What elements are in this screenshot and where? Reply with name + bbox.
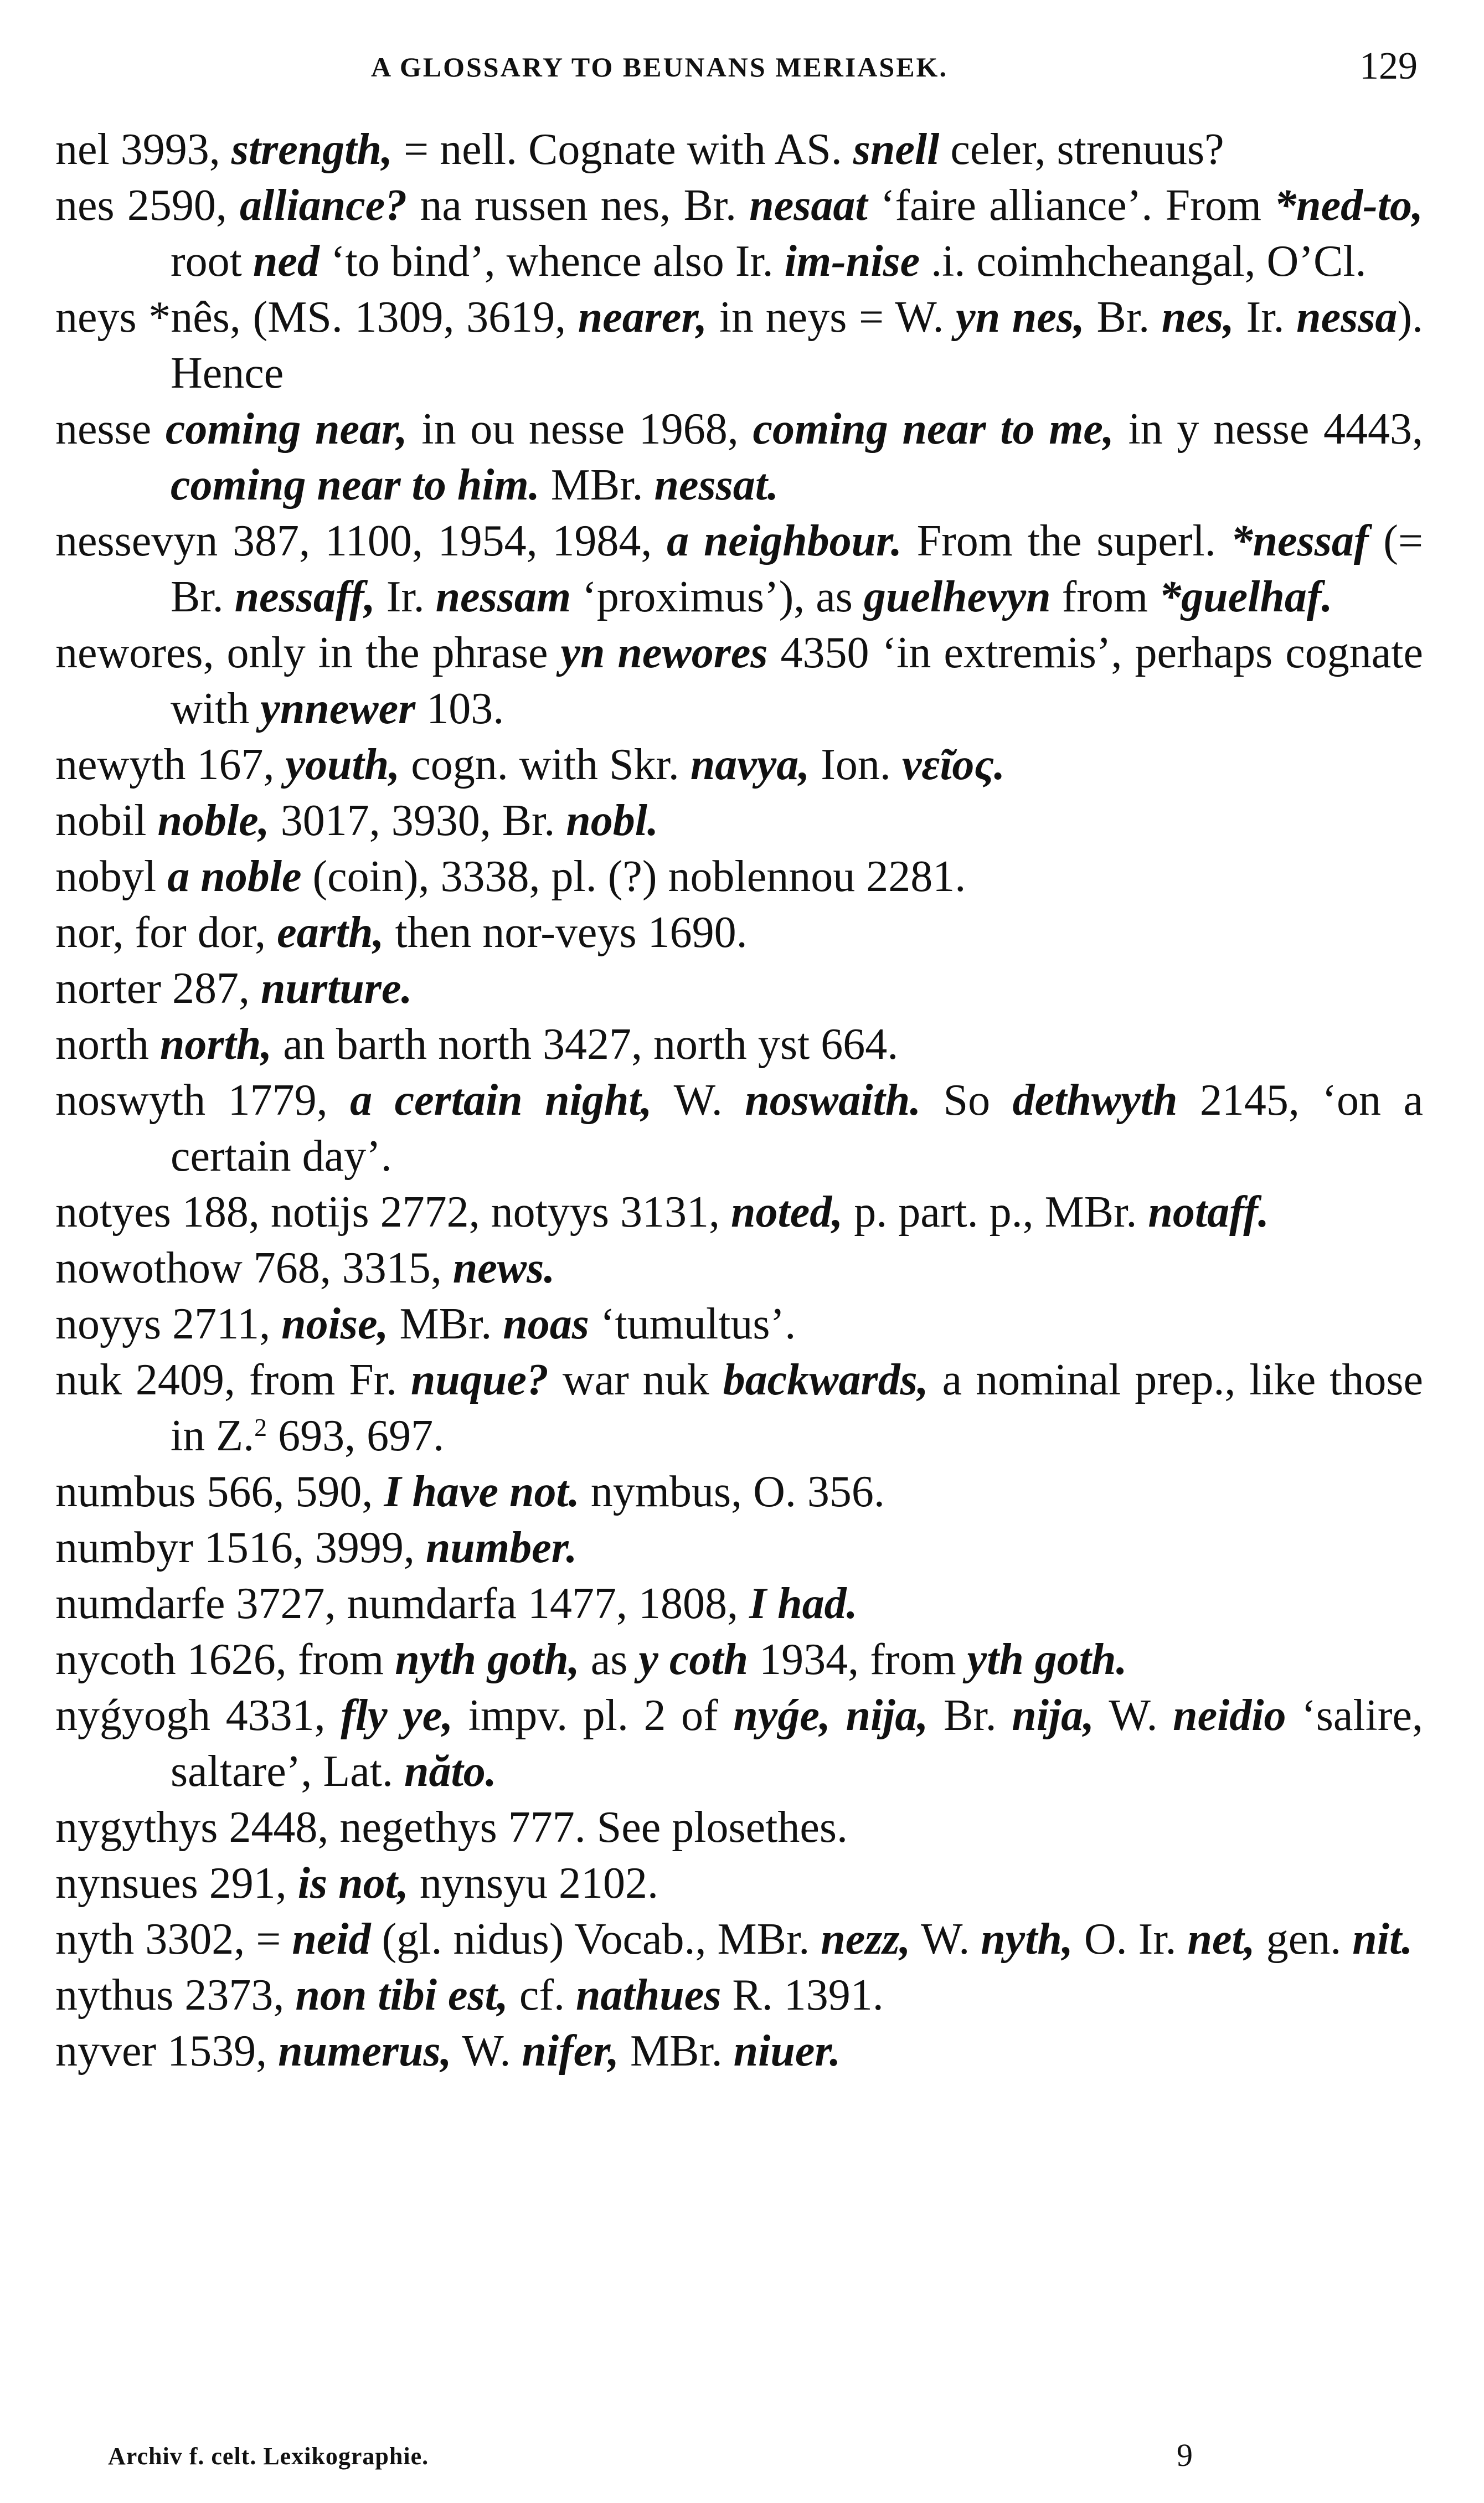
entry-text: a neighbour. (667, 517, 902, 565)
entry-text: youth, (285, 740, 400, 789)
entry-text: W. (910, 1915, 981, 1964)
entry-text: a noble (167, 852, 302, 901)
entry-text: nyth, (981, 1915, 1073, 1964)
glossary-entry (55, 1520, 1423, 1576)
entry-text: neid (292, 1915, 371, 1964)
entry-text: p. part. p., MBr. (843, 1188, 1148, 1237)
entry-text: noswaith. (745, 1076, 921, 1125)
glossary-entry (55, 1688, 1423, 1800)
entry-text: O. Ir. (1073, 1915, 1188, 1964)
glossary-entry (55, 1800, 1423, 1856)
entry-text: nesaat (749, 181, 868, 230)
entry-text: 693, 697. (267, 1412, 445, 1460)
glossary-entries (55, 122, 1423, 2079)
entry-text: Br. (1084, 293, 1162, 342)
entry-text: dethwyth (1012, 1076, 1178, 1125)
entry-text: R. 1391. (721, 1971, 884, 2020)
signature-mark: 9 (1177, 2437, 1193, 2473)
entry-text: from (1050, 573, 1160, 621)
entry-text: nessa (1296, 293, 1398, 342)
entry-text: newores, only in the phrase (55, 629, 561, 677)
entry-text: *ned-to, (1274, 181, 1424, 230)
entry-text: .i. coimhcheangal, O’Cl. (920, 237, 1367, 286)
entry-text: nyǵe, nija, (733, 1691, 929, 1740)
entry-text: notyes 188, notijs 2772, notyys 3131, (55, 1188, 731, 1237)
entry-text: is not, (297, 1859, 409, 1908)
entry-text: ‘tumultus’. (589, 1300, 796, 1348)
entry-text: 1934, from (748, 1635, 967, 1684)
entry-text: in neys = W. (707, 293, 956, 342)
entry-text: nobyl (55, 852, 168, 901)
entry-text: na russen nes, Br. (407, 181, 750, 230)
entry-text: nynsyu 2102. (408, 1859, 658, 1908)
entry-text: im-nise (784, 237, 920, 286)
entry-text: ). Hence (171, 293, 1424, 398)
glossary-entry (55, 737, 1423, 793)
entry-text: neys *nês, (MS. 1309, 3619, (55, 293, 578, 342)
entry-text: yn nes, (956, 293, 1085, 342)
entry-text: noas (503, 1300, 589, 1348)
entry-text: non tibi est, (295, 1971, 508, 2020)
entry-text: *guelhaf. (1159, 573, 1333, 621)
entry-text: nuk 2409, from Fr. (55, 1356, 411, 1404)
glossary-entry (55, 122, 1423, 178)
entry-text: in ou nesse 1968, (407, 405, 753, 454)
glossary-entry (55, 401, 1423, 513)
entry-text: news. (452, 1244, 555, 1292)
entry-text: nes 2590, (55, 181, 240, 230)
entry-text: backwards, (723, 1356, 929, 1404)
entry-text: as (579, 1635, 639, 1684)
entry-text: nessam (435, 573, 571, 621)
glossary-entry (55, 1912, 1423, 1968)
entry-text: (= Br. (171, 517, 1423, 621)
entry-text: yn newores (560, 629, 768, 677)
glossary-entry (55, 1240, 1423, 1296)
entry-text: nuque? (410, 1356, 549, 1404)
entry-text: a nominal prep., like those in Z. (171, 1356, 1424, 1460)
entry-text: cf. (508, 1971, 576, 2020)
glossary-entry (55, 1856, 1423, 1912)
entry-text: 2145, ‘on a certain day’. (171, 1076, 1424, 1181)
entry-text: nathues (576, 1971, 722, 2020)
entry-text: an barth north 3427, north yst 664. (272, 1020, 899, 1069)
entry-text: nygythys 2448, negethys 777. See plosethes. (55, 1803, 848, 1852)
entry-text: neidio (1173, 1691, 1286, 1740)
entry-text: nezz, (821, 1915, 911, 1964)
entry-text: coming near to him. (171, 461, 540, 509)
entry-text: in y nesse 4443, (1114, 405, 1423, 454)
glossary-entry (55, 2023, 1423, 2079)
entry-text: coming near, (165, 405, 408, 454)
page-number: 129 (1359, 45, 1418, 87)
entry-text: nynsues 291, (55, 1859, 298, 1908)
entry-text: gen. (1255, 1915, 1353, 1964)
entry-text: W. (652, 1076, 745, 1125)
entry-text: then nor-veys 1690. (384, 908, 748, 957)
entry-text: nyth 3302, = (55, 1915, 292, 1964)
entry-text: ‘proximus’), as (571, 573, 864, 621)
glossary-entry (55, 905, 1423, 961)
entry-text: numbyr 1516, 3999, (55, 1523, 426, 1572)
entry-text: *nessaf (1230, 517, 1369, 565)
entry-text: Br. (928, 1691, 1012, 1740)
entry-text: MBr. (388, 1300, 503, 1348)
entry-text: y coth (638, 1635, 749, 1684)
entry-text: newyth 167, (55, 740, 286, 789)
entry-text: fly ye, (341, 1691, 454, 1740)
entry-text: north, (159, 1020, 272, 1069)
entry-text: celer, strenuus? (939, 125, 1224, 174)
glossary-entry (55, 513, 1423, 625)
entry-text: nyǵyogh 4331, (55, 1691, 341, 1740)
entry-text: cogn. with Skr. (400, 740, 691, 789)
entry-text: nesse (55, 405, 166, 454)
entry-text: nythus 2373, (55, 1971, 296, 2020)
entry-text: root (171, 237, 253, 286)
entry-text: Ir. (1234, 293, 1297, 342)
entry-text: nessevyn 387, 1100, 1954, 1984, (55, 517, 667, 565)
entry-text: I had. (749, 1579, 858, 1628)
entry-text: 2 (254, 1413, 267, 1441)
entry-text: a certain night, (350, 1076, 652, 1125)
glossary-entry (55, 1968, 1423, 2023)
running-title: A GLOSSARY TO BEUNANS MERIASEK. (371, 51, 948, 83)
entry-text: numbus 566, 590, (55, 1467, 384, 1516)
glossary-entry (55, 1184, 1423, 1240)
entry-text: nel 3993, (55, 125, 231, 174)
entry-text: numerus, (278, 2027, 452, 2075)
entry-text: norter 287, (55, 964, 261, 1013)
entry-text: snell (853, 125, 940, 174)
entry-text: nija, (1012, 1691, 1095, 1740)
entry-text: noyys 2711, (55, 1300, 282, 1348)
entry-text: 3017, 3930, Br. (269, 796, 566, 845)
glossary-entry (55, 1296, 1423, 1352)
entry-text: net, (1187, 1915, 1255, 1964)
entry-text: MBr. (539, 461, 655, 509)
entry-text: (coin), 3338, pl. (?) noblennou 2281. (301, 852, 966, 901)
entry-text: strength, (231, 125, 393, 174)
entry-text: Ir. (375, 573, 436, 621)
entry-text: notaff. (1148, 1188, 1269, 1237)
entry-text: noble, (157, 796, 270, 845)
entry-text: nymbus, O. 356. (579, 1467, 885, 1516)
entry-text: W. (1094, 1691, 1173, 1740)
entry-text: north (55, 1020, 160, 1069)
entry-text: 103. (415, 684, 504, 733)
entry-text: Ion. (810, 740, 902, 789)
glossary-entry (55, 961, 1423, 1017)
entry-text: numdarfe 3727, numdarfa 1477, 1808, (55, 1579, 750, 1628)
entry-text: ‘faire alliance’. From (867, 181, 1275, 230)
entry-text: ‘salire, saltare’, Lat. (171, 1691, 1424, 1796)
glossary-entry (55, 290, 1423, 401)
entry-text: W. (451, 2027, 522, 2075)
entry-text: nowothow 768, 3315, (55, 1244, 453, 1292)
glossary-entry (55, 1352, 1423, 1464)
entry-text: nessaff, (234, 573, 375, 621)
entry-text: number. (425, 1523, 578, 1572)
glossary-entry (55, 793, 1423, 849)
entry-text: nyth goth, (395, 1635, 580, 1684)
entry-text: nor, for dor, (55, 908, 277, 957)
entry-text: alliance? (240, 181, 408, 230)
entry-text: noise, (281, 1300, 389, 1348)
glossary-entry (55, 178, 1423, 290)
entry-text: ned (253, 237, 320, 286)
entry-text: nit. (1352, 1915, 1413, 1964)
entry-text: impv. pl. 2 of (453, 1691, 734, 1740)
glossary-entry (55, 1632, 1423, 1688)
entry-text: ynnewer (260, 684, 416, 733)
entry-text: nycoth 1626, from (55, 1635, 395, 1684)
entry-text: I have not. (384, 1467, 580, 1516)
entry-text: niuer. (733, 2027, 841, 2075)
entry-text: nobl. (566, 796, 658, 845)
entry-text: νεῖος. (901, 740, 1006, 789)
entry-text: = nell. Cognate with AS. (392, 125, 853, 174)
entry-text: navya, (690, 740, 810, 789)
entry-text: nyver 1539, (55, 2027, 279, 2075)
entry-text: So (921, 1076, 1013, 1125)
entry-text: coming near to me, (753, 405, 1114, 454)
entry-text: From the superl. (901, 517, 1231, 565)
entry-text: earth, (277, 908, 384, 957)
entry-text: 4350 ‘in extremis’, perhaps cognate with (171, 629, 1424, 733)
entry-text: nobil (55, 796, 158, 845)
entry-text: nessat. (654, 461, 779, 509)
glossary-entry (55, 625, 1423, 737)
entry-text: yth goth. (967, 1635, 1127, 1684)
entry-text: MBr. (619, 2027, 734, 2075)
entry-text: noted, (731, 1188, 843, 1237)
entry-text: nurture. (261, 964, 413, 1013)
entry-text: nearer, (578, 293, 708, 342)
glossary-entry (55, 849, 1423, 905)
entry-text: noswyth 1779, (55, 1076, 351, 1125)
entry-text: năto. (404, 1747, 497, 1796)
glossary-entry (55, 1576, 1423, 1632)
entry-text: nifer, (522, 2027, 619, 2075)
entry-text: guelhevyn (863, 573, 1051, 621)
entry-text: nes, (1161, 293, 1234, 342)
glossary-entry (55, 1464, 1423, 1520)
glossary-entry (55, 1017, 1423, 1073)
entry-text: ‘to bind’, whence also Ir. (319, 237, 785, 286)
glossary-entry (55, 1073, 1423, 1184)
journal-footer: Archiv f. celt. Lexikographie. (108, 2443, 429, 2470)
entry-text: (gl. nidus) Vocab., MBr. (370, 1915, 821, 1964)
entry-text: war nuk (548, 1356, 723, 1404)
